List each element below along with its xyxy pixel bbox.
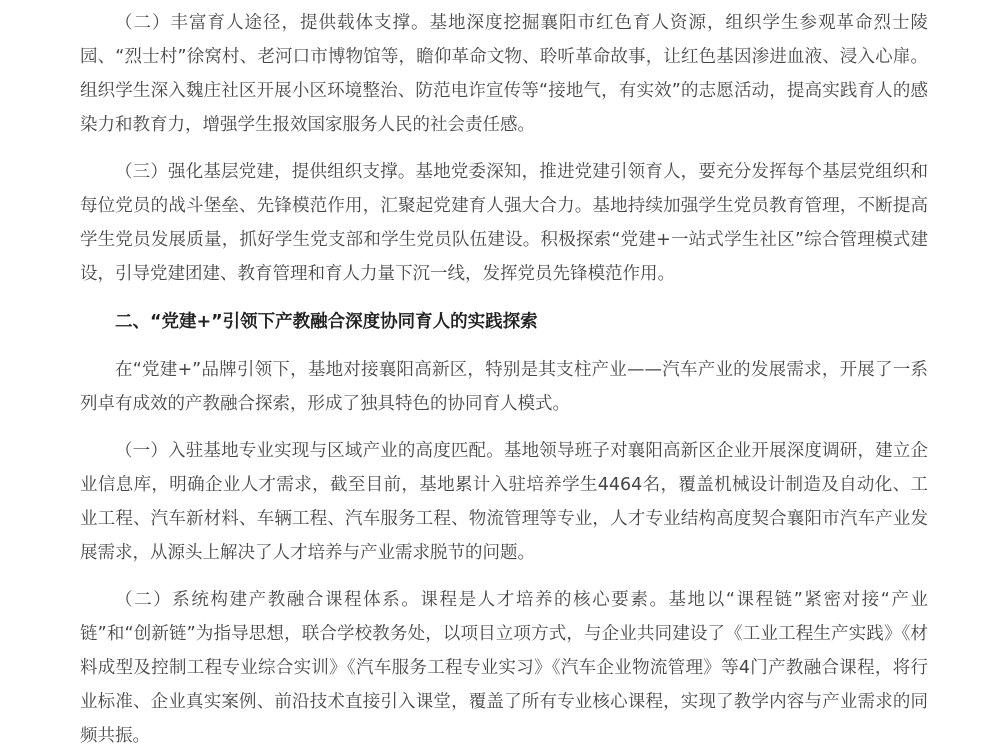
paragraph-industry-major-match: （一）入驻基地专业实现与区域产业的高度匹配。基地领导班子对襄阳高新区企业开展深度调研，建立企业信息库，明确企业人才需求，截至目前，基地累计入驻培养学生4464名，覆盖机械设计制造及自动化、工业工程、汽车新材料、车辆工程、汽车服务工程、物流管理等专业，人才专业结构高度契合襄阳市汽车产业发展需求，从源头上解决了人才培养与产业需求脱节的问题。 (80, 441, 928, 563)
paragraph-strengthen-party-building: （三）强化基层党建，提供组织支撑。基地党委深知，推进党建引领育人，要充分发挥每个基层党组织和每位党员的战斗堡垒、先锋模范作用，汇聚起党建育人强大合力。基地持续加强学生党员教育管理，不断提高学生党员发展质量，抓好学生党支部和学生党员队伍建设。积极探索“党建+一站式学生社区”综合管理模式建设，引导党建团建、教育管理和育人力量下沉一线，发挥党员先锋模范作用。 (80, 162, 928, 284)
paragraph-brand-leading-intro: 在“党建+”品牌引领下，基地对接襄阳高新区，特别是其支柱产业——汽车产业的发展需求，开展了一系列卓有成效的产教融合探索，形成了独具特色的协同育人模式。 (80, 360, 928, 414)
paragraph-curriculum-system: （二）系统构建产教融合课程体系。课程是人才培养的核心要素。基地以“课程链”紧密对接“产业链”和“创新链”为指导思想，联合学校教务处，以项目立项方式，与企业共同建设了《工业工程生产实践》《材料成型及控制工程专业综合实训》《汽车服务工程专业实习》《汽车企业物流管理》等4门产教融合课程，将行业标准、企业真实案例、前沿技术直接引入课堂，覆盖了所有专业核心课程，实现了教学内容与产业需求的同频共振。 (80, 590, 928, 746)
paragraph-enrich-education-channels: （二）丰富育人途径，提供载体支撑。基地深度挖掘襄阳市红色育人资源，组织学生参观革命烈士陵园、“烈士村”徐窝村、老河口市博物馆等，瞻仰革命文物、聆听革命故事，让红色基因渗进血液、浸入心扉。组织学生深入魏庄社区开展小区环境整治、防范电诈宣传等“接地气，有实效”的志愿活动，提高实践育人的感染力和教育力，增强学生报效国家服务人民的社会责任感。 (80, 13, 928, 135)
section-heading-two: 二、“党建+”引领下产教融合深度协同育人的实践探索 (115, 312, 538, 332)
